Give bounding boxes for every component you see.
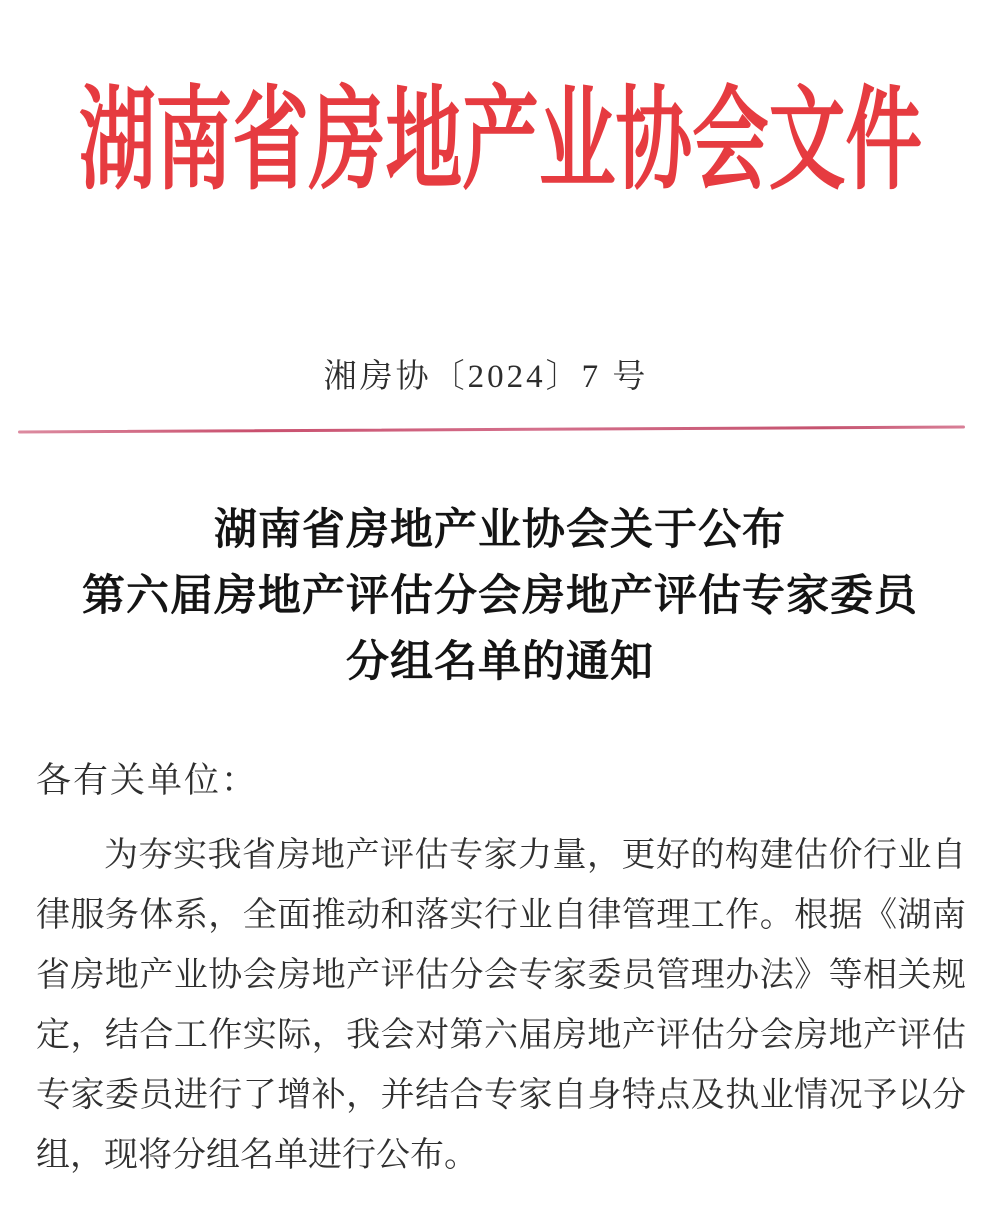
notice-title-line-3: 分组名单的通知 <box>346 639 654 686</box>
letterhead <box>0 80 1000 204</box>
notice-title-line-1: 湖南省房地产业协会关于公布 <box>214 507 786 554</box>
notice-title-line-2: 第六届房地产评估分会房地产评估专家委员 <box>82 573 918 620</box>
salutation: 各有关单位： <box>36 761 259 800</box>
red-separator-line <box>18 426 965 434</box>
notice-body <box>36 752 966 1186</box>
letterhead-title: 湖南省房地产业协会文件 <box>78 80 922 204</box>
notice-body-paragraph: 为夯实我省房地产评估专家力量，更好的构建估价行业自律服务体系，全面推动和落实行业自律管理工作。根据《湖南省房地产业协会房地产评估分会专家委员管理办法》等相关规定，结合工作实际，我会对第六届房地产评估分会房地产评估专家委员进行了增补，并结合专家自身特点及执业情况予以分组，现将分组名单进行公布。 <box>36 837 966 1174</box>
notice-title <box>40 498 960 696</box>
issue-number: 湘房协〔2024〕7 号 <box>323 359 649 395</box>
